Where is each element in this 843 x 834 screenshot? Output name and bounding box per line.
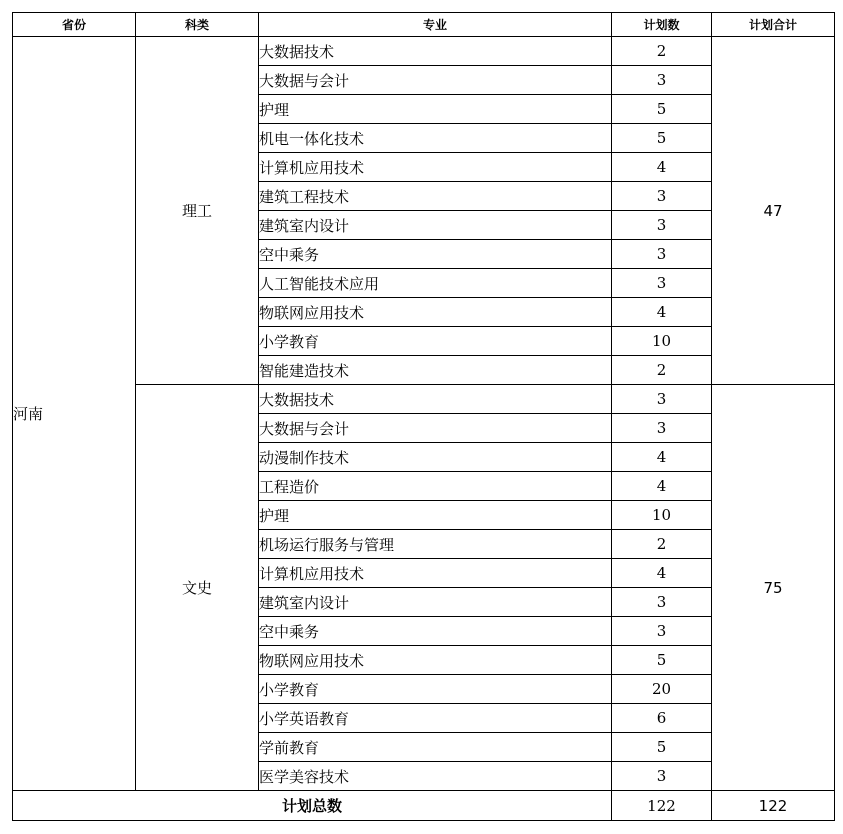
plan-count-cell: 5 (612, 733, 712, 762)
major-cell: 护理 (259, 501, 612, 530)
major-cell: 机电一体化技术 (259, 124, 612, 153)
major-cell: 动漫制作技术 (259, 443, 612, 472)
plan-count-cell: 3 (612, 762, 712, 791)
major-cell: 学前教育 (259, 733, 612, 762)
total-label: 计划总数 (13, 791, 612, 821)
category-cell: 理工 (136, 37, 259, 385)
province-cell: 河南 (13, 37, 136, 791)
plan-count-cell: 3 (612, 182, 712, 211)
major-cell: 空中乘务 (259, 240, 612, 269)
major-cell: 计算机应用技术 (259, 559, 612, 588)
major-cell: 建筑室内设计 (259, 211, 612, 240)
major-cell: 大数据技术 (259, 385, 612, 414)
total-row (13, 791, 835, 821)
plan-count-cell: 10 (612, 501, 712, 530)
plan-count-cell: 20 (612, 675, 712, 704)
total-plan-sum: 122 (712, 791, 835, 821)
plan-count-cell: 2 (612, 530, 712, 559)
plan-count-cell: 4 (612, 559, 712, 588)
plan-count-cell: 5 (612, 124, 712, 153)
major-cell: 小学教育 (259, 327, 612, 356)
major-cell: 计算机应用技术 (259, 153, 612, 182)
plan-count-cell: 3 (612, 269, 712, 298)
plan-count-cell: 10 (612, 327, 712, 356)
plan-count-cell: 4 (612, 472, 712, 501)
header-row (13, 13, 835, 37)
major-cell: 人工智能技术应用 (259, 269, 612, 298)
header-plan-sum: 计划合计 (712, 13, 835, 37)
major-cell: 建筑室内设计 (259, 588, 612, 617)
major-cell: 智能建造技术 (259, 356, 612, 385)
plan-count-cell: 2 (612, 356, 712, 385)
table-row (13, 37, 835, 66)
major-cell: 医学美容技术 (259, 762, 612, 791)
plan-count-cell: 4 (612, 443, 712, 472)
plan-subtotal-cell: 75 (712, 385, 835, 791)
major-cell: 机场运行服务与管理 (259, 530, 612, 559)
header-province: 省份 (13, 13, 136, 37)
enrollment-plan-table (12, 12, 835, 821)
major-cell: 小学教育 (259, 675, 612, 704)
plan-count-cell: 5 (612, 95, 712, 124)
plan-count-cell: 3 (612, 414, 712, 443)
major-cell: 小学英语教育 (259, 704, 612, 733)
plan-count-cell: 2 (612, 37, 712, 66)
major-cell: 空中乘务 (259, 617, 612, 646)
plan-count-cell: 3 (612, 240, 712, 269)
plan-count-cell: 3 (612, 588, 712, 617)
plan-count-cell: 6 (612, 704, 712, 733)
major-cell: 护理 (259, 95, 612, 124)
total-plan: 122 (612, 791, 712, 821)
major-cell: 建筑工程技术 (259, 182, 612, 211)
plan-count-cell: 3 (612, 385, 712, 414)
header-major: 专业 (259, 13, 612, 37)
category-cell: 文史 (136, 385, 259, 791)
major-cell: 大数据与会计 (259, 414, 612, 443)
major-cell: 物联网应用技术 (259, 298, 612, 327)
plan-count-cell: 4 (612, 298, 712, 327)
header-plan: 计划数 (612, 13, 712, 37)
plan-subtotal-cell: 47 (712, 37, 835, 385)
plan-count-cell: 3 (612, 66, 712, 95)
header-category: 科类 (136, 13, 259, 37)
major-cell: 工程造价 (259, 472, 612, 501)
plan-count-cell: 5 (612, 646, 712, 675)
major-cell: 物联网应用技术 (259, 646, 612, 675)
plan-count-cell: 4 (612, 153, 712, 182)
table-row (13, 385, 835, 414)
major-cell: 大数据与会计 (259, 66, 612, 95)
table-body (13, 37, 835, 791)
plan-count-cell: 3 (612, 211, 712, 240)
plan-count-cell: 3 (612, 617, 712, 646)
major-cell: 大数据技术 (259, 37, 612, 66)
